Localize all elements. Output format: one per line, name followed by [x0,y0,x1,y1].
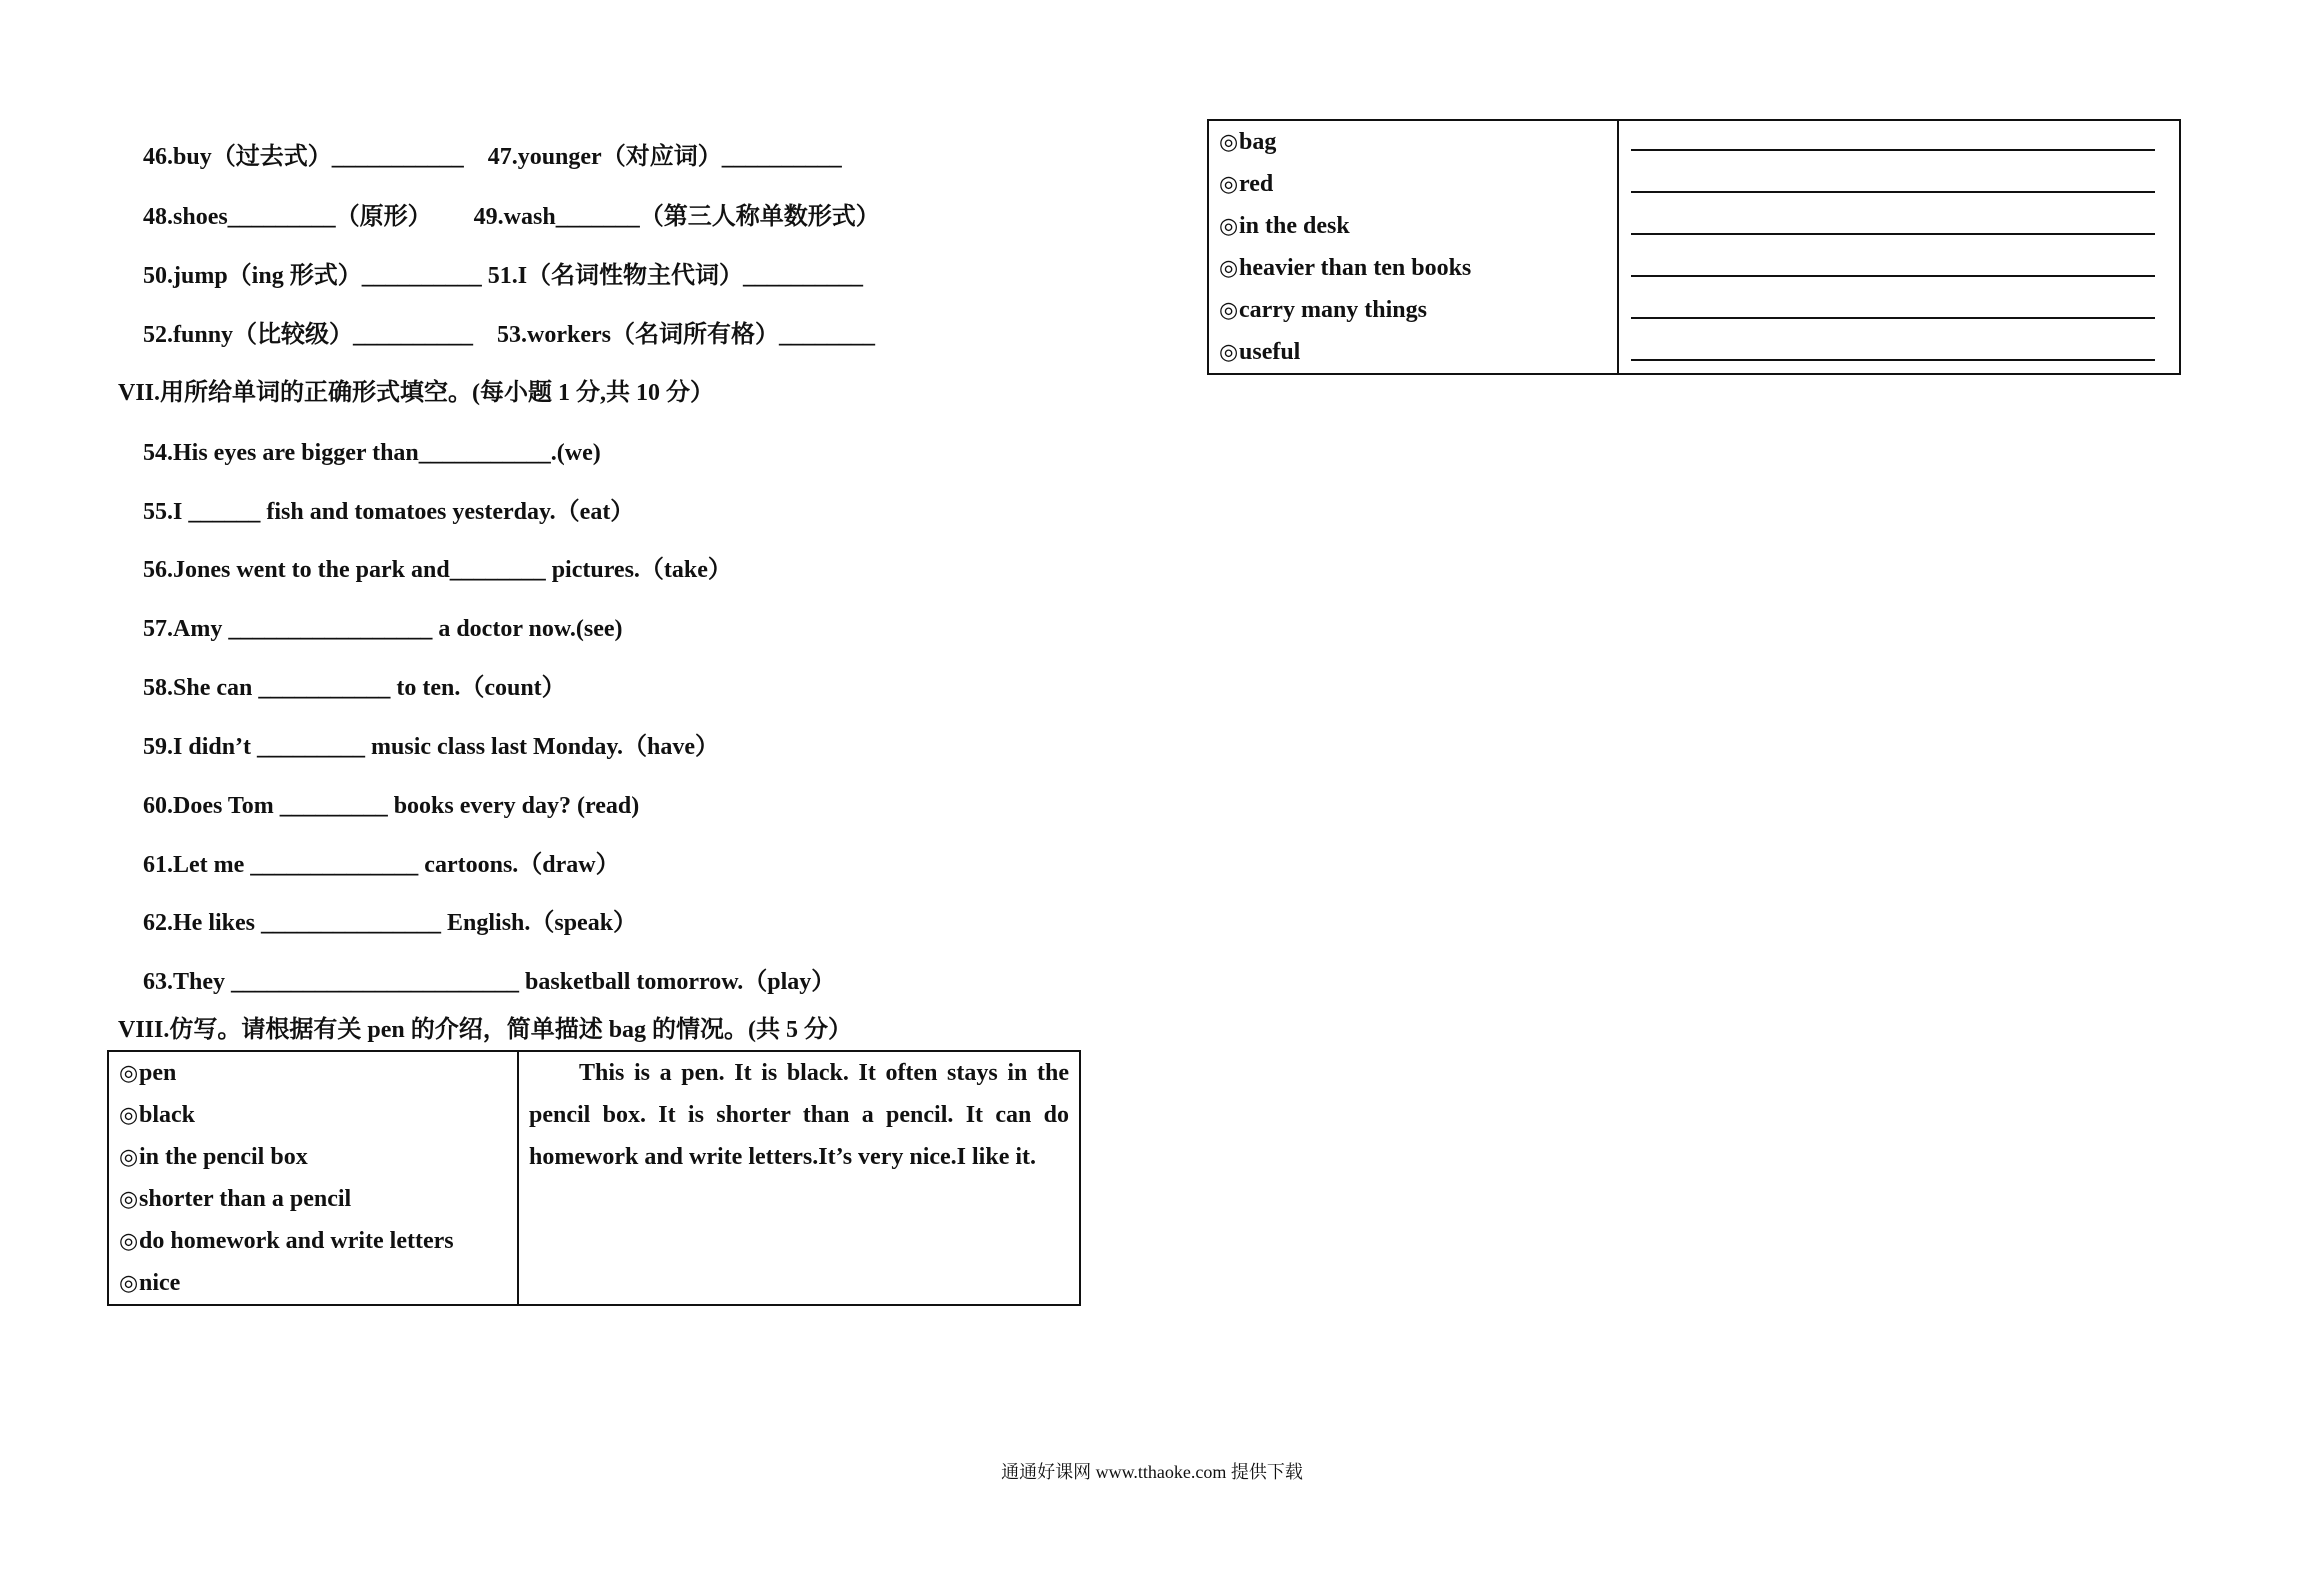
section-8-heading: VIII.仿写。请根据有关 pen 的介绍，简单描述 bag 的情况。(共 5 分） [118,1017,853,1043]
blank-line-52-53: 52.funny（比较级）__________ 53.workers（名词所有格）________ [143,322,876,348]
answer-line[interactable] [1619,289,2179,331]
answer-line[interactable] [1619,205,2179,247]
bullet-icon: ◎ [119,1186,139,1211]
question-57: 57.Amy _________________ a doctor now.(see) [143,616,623,642]
bullet-icon: ◎ [119,1144,139,1169]
question-54: 54.His eyes are bigger than___________.(we) [143,440,601,466]
bag-item: ◎carry many things [1209,289,1617,331]
bag-item: ◎bag [1209,121,1617,163]
question-63: 63.They ________________________ basketball tomorrow.（play） [143,969,836,995]
pen-item: ◎nice [109,1262,517,1304]
bullet-icon: ◎ [119,1270,139,1295]
pen-item: ◎do homework and write letters [109,1220,517,1262]
bag-item: ◎in the desk [1209,205,1617,247]
question-60: 60.Does Tom _________ books every day? (read) [143,793,640,819]
blank-line-46-47: 46.buy（过去式）___________ 47.younger（对应词）__________ [143,144,842,170]
bag-item: ◎heavier than ten books [1209,247,1617,289]
footer-text: 通通好课网 www.tthaoke.com 提供下载 [1001,1462,1303,1482]
answer-line[interactable] [1619,247,2179,289]
bullet-icon: ◎ [119,1228,139,1253]
bullet-icon: ◎ [1219,129,1239,154]
bag-writing-cell[interactable] [1618,120,2180,374]
pen-paragraph: This is a pen. It is black. It often stays in the pencil box. It is shorter than a pencil. It can do homework and write letters.It’s very nice.I like it. [529,1060,1069,1170]
answer-line[interactable] [1619,121,2179,163]
answer-line[interactable] [1619,163,2179,205]
bullet-icon: ◎ [119,1102,139,1127]
bag-items-cell [1208,120,1618,374]
bag-item: ◎useful [1209,331,1617,373]
pen-item: ◎pen [109,1052,517,1094]
question-59: 59.I didn’t _________ music class last Monday.（have） [143,734,720,760]
answer-line[interactable] [1619,331,2179,373]
bag-table [1207,119,2181,375]
question-55: 55.I ______ fish and tomatoes yesterday.（eat） [143,499,635,525]
question-62: 62.He likes _______________ English.（speak） [143,910,638,936]
pen-table [107,1050,1081,1306]
section-7-heading: VII.用所给单词的正确形式填空。(每小题 1 分,共 10 分） [118,380,715,406]
blank-line-50-51: 50.jump（ing 形式）__________ 51.I（名词性物主代词）__________ [143,263,864,289]
question-58: 58.She can ___________ to ten.（count） [143,675,566,701]
bullet-icon: ◎ [1219,171,1239,196]
bag-item: ◎red [1209,163,1617,205]
bullet-icon: ◎ [1219,339,1239,364]
question-56: 56.Jones went to the park and________ pictures.（take） [143,557,732,583]
bullet-icon: ◎ [1219,297,1239,322]
bullet-icon: ◎ [1219,213,1239,238]
bullet-icon: ◎ [1219,255,1239,280]
pen-item: ◎shorter than a pencil [109,1178,517,1220]
pen-items-cell [108,1051,518,1305]
pen-item: ◎black [109,1094,517,1136]
pen-paragraph-cell [518,1051,1080,1305]
bullet-icon: ◎ [119,1060,139,1085]
question-61: 61.Let me ______________ cartoons.（draw） [143,852,620,878]
pen-item: ◎in the pencil box [109,1136,517,1178]
blank-line-48-49: 48.shoes_________（原形） 49.wash_______（第三人称单数形式） [143,204,880,230]
